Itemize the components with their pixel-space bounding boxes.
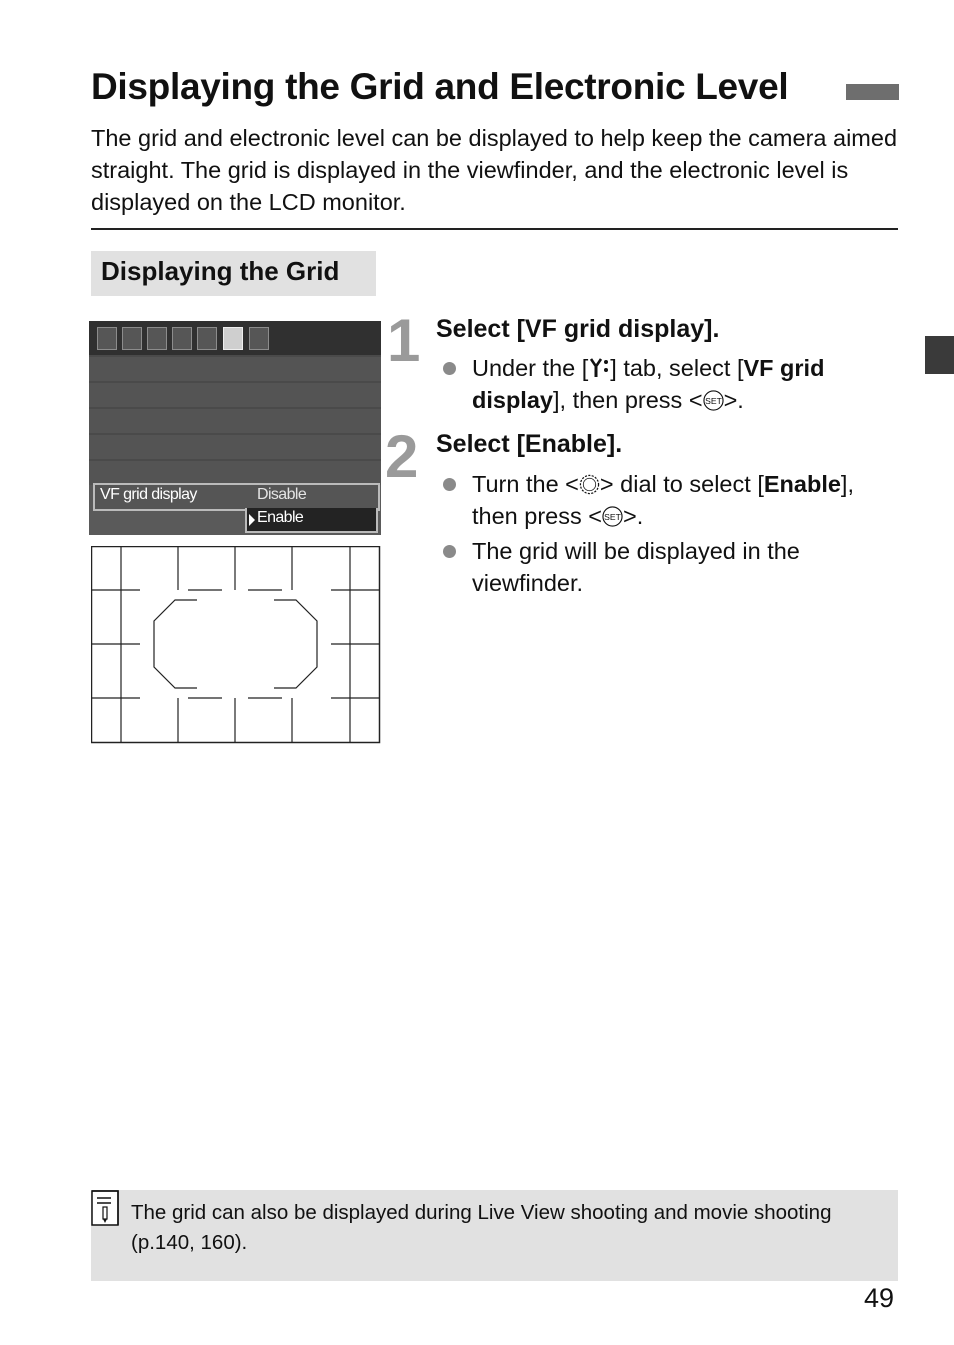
menu-tab-icon [172,327,192,350]
set-button-icon [703,390,724,411]
lcd-menu-screenshot [89,321,381,535]
section-heading: Displaying the Grid [101,256,340,286]
quick-control-dial-icon [579,474,600,495]
set-button-icon [602,506,623,527]
menu-tab-icon [249,327,269,350]
step-heading: Select [VF grid display]. [436,315,720,343]
section-heading-box [91,251,376,296]
viewfinder-grid-illustration [91,546,381,744]
menu-tab-icon [147,327,167,350]
bullet-icon [443,545,456,558]
svg-text:SET: SET [604,511,621,522]
wrench-tab-icon [588,357,610,379]
step-heading: Select [Enable]. [436,430,623,458]
svg-text:SET: SET [704,395,722,406]
menu-option-enable: Enable [257,509,304,526]
wrench-tab-icon [223,327,243,350]
menu-row [89,381,381,407]
menu-row [89,459,381,485]
menu-item-label: VF grid display [100,486,197,503]
step-instruction: Under the [ ] tab, select [VF grid display], then press < SET >. [472,352,902,416]
page-number: 49 [864,1283,895,1313]
divider [91,228,898,230]
page-title: Displaying the Grid and Electronic Level [91,66,789,107]
step-number: 1 [387,307,421,374]
step-instruction: Turn the < > dial to select [Enable], then press < SET >. [472,468,902,532]
note-icon [91,1190,119,1226]
menu-row-vf-grid [93,483,380,511]
menu-row [89,433,381,459]
cursor-arrow-icon [249,514,255,526]
menu-tab-icon [97,327,117,350]
step-instruction: The grid will be displayed in the viewfinder. [472,535,902,599]
menu-option-disable: Disable [257,486,307,503]
menu-tab-icon [122,327,142,350]
bullet-icon [443,478,456,491]
note-text: The grid can also be displayed during Live View shooting and movie shooting (p.140, 160). [131,1201,832,1254]
note-box [91,1190,898,1281]
menu-tab-strip [89,321,381,355]
title-marker-bar [846,84,899,100]
menu-row [89,355,381,381]
menu-row [89,407,381,433]
bullet-icon [443,362,456,375]
step-number: 2 [385,423,419,490]
intro-paragraph: The grid and electronic level can be displayed to help keep the camera aimed straight. The grid is displayed in the viewfinder, and the electronic level is displayed on the LCD monitor. [91,125,898,215]
menu-option-enable-box [245,508,378,533]
menu-tab-icon [197,327,217,350]
chapter-side-tab [925,336,954,374]
